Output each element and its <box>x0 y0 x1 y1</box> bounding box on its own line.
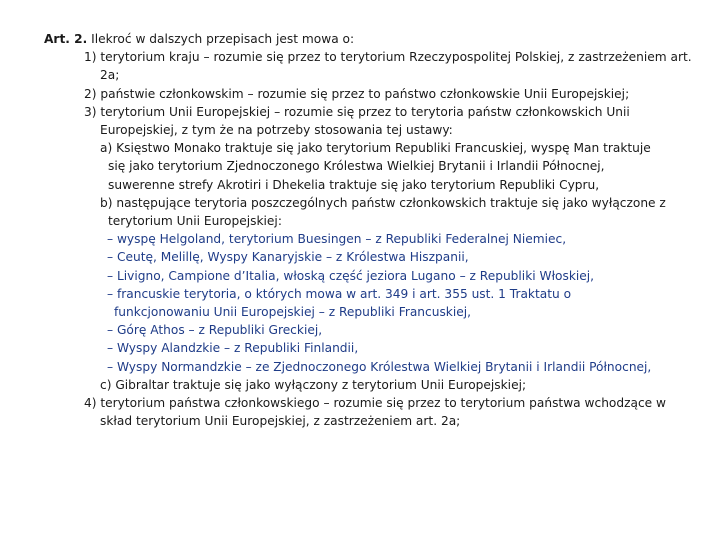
article-heading <box>40 30 700 48</box>
dash-item-finland: – Wyspy Alandzkie – z Republiki Finlandii, <box>107 341 359 356</box>
item-1: 1) terytorium kraju – rozumie się przez to terytorium Rzeczypospolitej Polskiej, z zastrzeżeniem art. 2a; <box>84 50 692 83</box>
subitem-c: c) Gibraltar traktuje się jako wyłączony z terytorium Unii Europejskiej; <box>100 377 527 392</box>
article-intro: Ilekroć w dalszych przepisach jest mowa o: <box>91 32 355 46</box>
document-body <box>40 30 700 430</box>
dash-item-italy: – Livigno, Campione d’Italia, włoską część jeziora Lugano – z Republiki Włoskiej, <box>107 268 595 283</box>
item-4: 4) terytorium państwa członkowskiego – rozumie się przez to terytorium państwa wchodzące w skład terytorium Unii Europejskiej, z zastrzeżeniem art. 2a; <box>84 396 667 429</box>
dash-item-greece: – Górę Athos – z Republiki Greckiej, <box>107 323 323 338</box>
dash-item-uk: – Wyspy Normandzkie – ze Zjednoczonego Królestwa Wielkiej Brytanii i Irlandii Północnej, <box>107 359 652 374</box>
item-3: 3) terytorium Unii Europejskiej – rozumie się przez to terytoria państw członkowskich Unii Europejskiej, z tym że na potrzeby stosowania tej ustawy: <box>84 104 630 138</box>
dash-item-france: – francuskie terytoria, o których mowa w art. 349 i art. 355 ust. 1 Traktatu o funkcjonowaniu Unii Europejskiej – z Republiki Francuskiej, <box>107 286 572 320</box>
dash-item-spain: – Ceutę, Melillę, Wyspy Kanaryjskie – z Królestwa Hiszpanii, <box>107 250 469 265</box>
dash-item-germany: – wyspę Helgoland, terytorium Buesingen – z Republiki Federalnej Niemiec, <box>107 232 567 247</box>
subitem-a: a) Księstwo Monako traktuje się jako terytorium Republiki Francuskiej, wyspę Man traktuje się jako terytorium Zjednoczonego Królestwa Wielkiej Brytanii i Irlandii Północnej, suwerenne strefy Akrotiri i Dhekelia traktuje się jako terytorium Republiki Cypru, <box>100 141 651 192</box>
article-number: Art. 2. <box>44 32 88 46</box>
item-2: 2) państwie członkowskim – rozumie się przez to państwo członkowskie Unii Europejskiej; <box>84 86 630 101</box>
subitem-b: b) następujące terytoria poszczególnych państw członkowskich traktuje się jako wyłączone z terytorium Unii Europejskiej: <box>100 195 666 229</box>
